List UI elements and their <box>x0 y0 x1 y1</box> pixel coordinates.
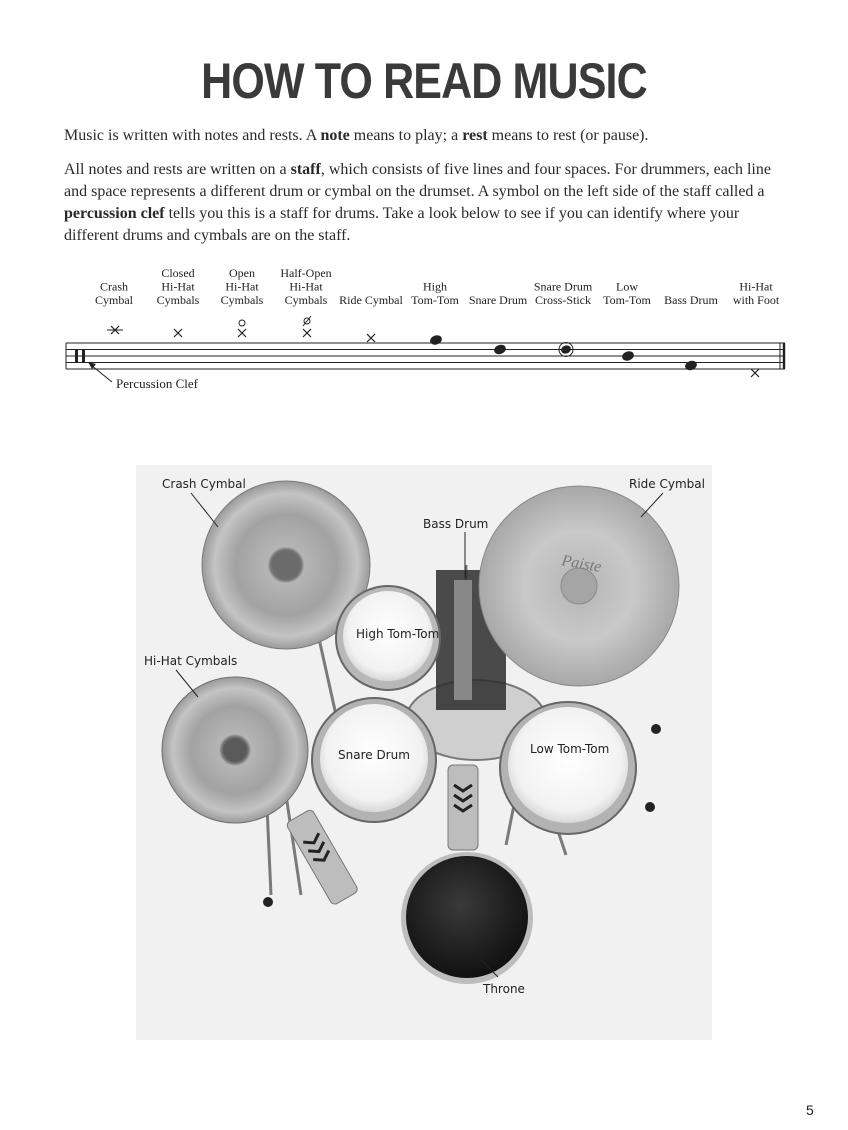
note-open-hihat <box>238 320 246 337</box>
hihat-clutch <box>223 738 247 762</box>
stand-foot <box>645 802 655 812</box>
label-snare-drum: Snare Drum <box>338 748 410 762</box>
staff-label-line: Snare Drum <box>533 279 593 294</box>
page-number: 5 <box>806 1102 814 1118</box>
staff-label-line: Hi-Hat <box>225 279 259 294</box>
label-ride-cymbal: Ride Cymbal <box>629 477 705 491</box>
tom-mount <box>454 580 472 700</box>
stand-foot <box>651 724 661 734</box>
label-throne: Throne <box>483 982 525 996</box>
staff-label-line: Bass Drum <box>664 293 718 307</box>
staff-label-line: Hi-Hat <box>161 279 195 294</box>
staff-label-line: Tom-Tom <box>603 293 651 307</box>
low-tom-head <box>508 707 628 823</box>
staff-label-line: Cymbals <box>220 293 264 307</box>
label-bass-drum: Bass Drum <box>423 517 489 531</box>
label-low-tom: Low Tom-Tom <box>530 742 610 756</box>
staff-label-line: Cymbal <box>95 293 133 307</box>
staff-label-line: Cymbals <box>156 293 200 307</box>
staff-notes <box>107 316 759 377</box>
drumset-photo <box>136 465 712 1040</box>
staff-label-line: Hi-Hat <box>739 279 773 294</box>
staff-label-line: Ride Cymbal <box>339 293 403 307</box>
intro-paragraph-2: All notes and rests are written on a staff, which consists of five lines and four spaces. For drummers, each line and space represents a different drum or cymbal on the drumset. A symbol on the left side of the staff called a percussion clef tells you this is a staff for drums. Take a look below to see if you can identify where your different drums and cymbals are on the staff. <box>64 161 771 244</box>
page-title: HOW TO READ MUSIC <box>201 53 647 109</box>
label-hihat-cymbals: Hi-Hat Cymbals <box>144 654 238 668</box>
note-hihat-foot <box>751 369 759 377</box>
note-snare-drum <box>493 344 506 355</box>
note-high-tom <box>429 334 442 345</box>
staff-label-line: Snare Drum <box>468 293 528 307</box>
stand-foot <box>263 897 273 907</box>
staff-label-line: Closed <box>161 266 195 280</box>
staff-label-line: with Foot <box>732 293 780 307</box>
staff-label-line: Tom-Tom <box>411 293 459 307</box>
note-crash-cymbal <box>107 326 123 334</box>
label-crash-cymbal: Crash Cymbal <box>162 477 246 491</box>
note-ride-cymbal <box>367 334 375 342</box>
staff-label-line: Cymbals <box>284 293 328 307</box>
ride-brand-logo: Paiste <box>560 552 603 576</box>
crash-bell <box>272 551 300 579</box>
staff-label-line: Cross-Stick <box>534 293 592 307</box>
percussion-clef-label: Percussion Clef <box>116 376 198 391</box>
staff-label-line: Low <box>616 279 638 294</box>
label-high-tom: High Tom-Tom <box>356 627 440 641</box>
clef-pointer-arrow <box>88 362 112 382</box>
drum-staff <box>0 262 848 402</box>
staff-label-line: Hi-Hat <box>289 279 323 294</box>
bass-drum-pedal <box>448 765 478 850</box>
note-low-tom <box>621 350 634 361</box>
throne-seat <box>406 856 528 978</box>
staff-lines <box>66 343 785 369</box>
intro-paragraph-1: Music is written with notes and rests. A note means to play; a rest means to rest (or pause). <box>64 127 649 144</box>
staff-label-line: Crash <box>100 279 128 294</box>
note-half-open-hihat <box>303 316 311 337</box>
note-closed-hihat <box>174 329 182 337</box>
staff-label-line: Open <box>229 266 255 280</box>
staff-label-line: Half-Open <box>280 266 332 280</box>
staff-label-line: High <box>423 279 447 294</box>
